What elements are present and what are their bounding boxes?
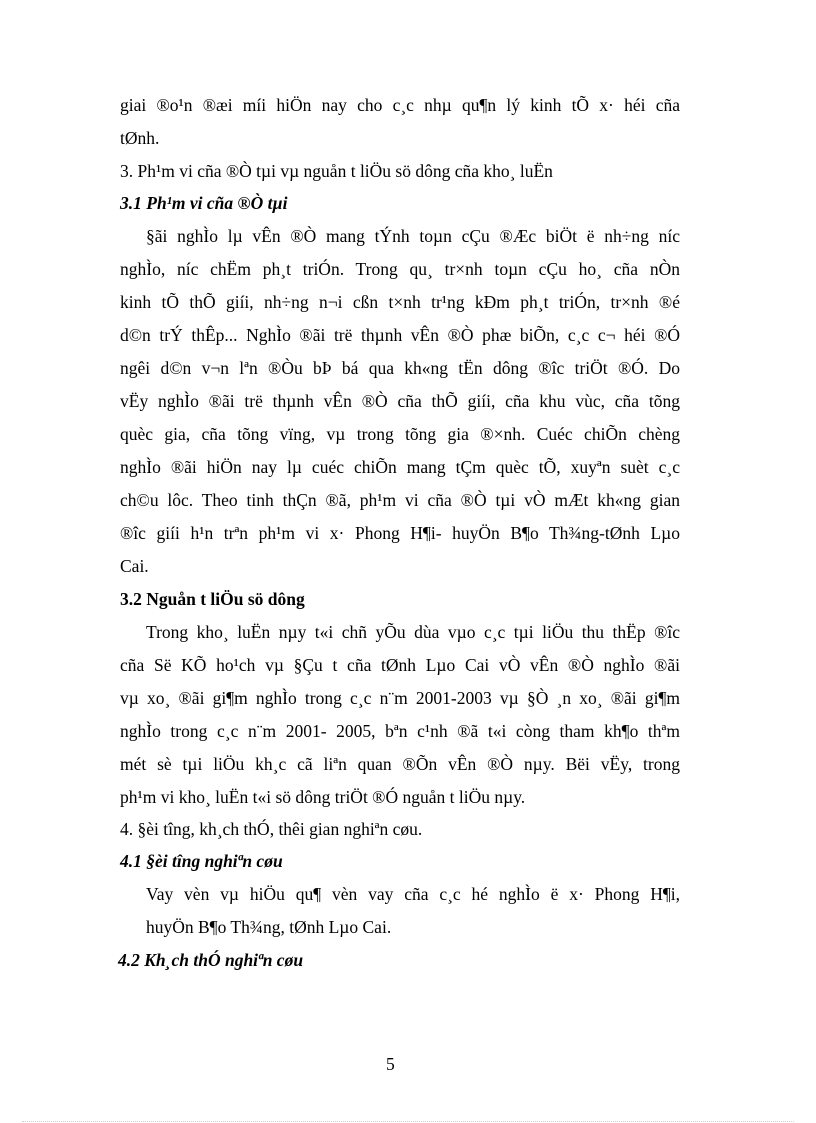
body-line: §ãi nghÌo lµ vÊn ®Ò mang tÝnh toµn cÇu ®Æc biÖt ë nh÷ng níc: [146, 226, 680, 246]
page-bottom-divider: [22, 1121, 794, 1122]
body-line: vËy nghÌo ®ãi trë thµnh vÊn ®Ò cña thÕ giíi, cña khu vùc, cña tõng: [120, 391, 680, 411]
body-line: nghÌo, níc chËm ph¸t triÓn. Trong qu¸ tr×nh toµn cÇu ho¸ cña nÒn: [120, 259, 680, 279]
body-line: cña Së KÕ ho¹ch vµ §Çu t cña tØnh Lµo Cai vÒ vÊn ®Ò nghÌo ®ãi: [120, 655, 680, 675]
body-line: Vay vèn vµ hiÖu qu¶ vèn vay cña c¸c hé nghÌo ë x· Phong H¶i,: [146, 884, 680, 904]
body-line: huyÖn B¶o Th¾ng, tØnh Lµo Cai.: [146, 917, 392, 937]
body-line: quèc gia, cña tõng vïng, vµ trong tõng gia ®×nh. Cuéc chiÕn chèng: [120, 424, 680, 444]
body-line: nghÌo trong c¸c n¨m 2001- 2005, bªn c¹nh ®ã t«i còng tham kh¶o thªm: [120, 721, 680, 741]
section-heading: 3. Ph¹m vi cña ®Ò tµi vµ nguån t liÖu sö dông cña kho¸ luËn: [120, 161, 553, 181]
subsection-heading: 4.2 Kh¸ch thÓ nghiªn cøu: [118, 950, 304, 970]
body-line: ch©u lôc. Theo tinh thÇn ®ã, ph¹m vi cña ®Ò tµi vÒ mÆt kh«ng gian: [120, 490, 680, 510]
page-number: 5: [386, 1054, 395, 1074]
body-line: mét sè tµi liÖu kh¸c cã liªn quan ®Õn vÊn ®Ò nµy. Bëi vËy, trong: [120, 754, 680, 774]
body-line: ®îc giíi h¹n trªn ph¹m vi x· Phong H¶i- huyÖn B¶o Th¾ng-tØnh Lµo: [120, 523, 680, 543]
subsection-heading: 4.1 §èi tîng nghiªn cøu: [120, 851, 283, 871]
body-line: Cai.: [120, 556, 149, 576]
body-line: Trong kho¸ luËn nµy t«i chñ yÕu dùa vµo c¸c tµi liÖu thu thËp ®îc: [146, 622, 680, 642]
body-line: ngêi d©n v¬n lªn ®Òu bÞ bá qua kh«ng tËn dông ®îc triÖt ®Ó. Do: [120, 358, 680, 378]
body-line: d©n trÝ thÊp... NghÌo ®ãi trë thµnh vÊn ®Ò phæ biÕn, c¸c c¬ héi ®Ó: [120, 325, 680, 345]
body-line: kinh tÕ thÕ giíi, nh÷ng n¬i cßn t×nh tr¹ng kÐm ph¸t triÓn, tr×nh ®é: [120, 292, 680, 312]
section-heading: 4. §èi tîng, kh¸ch thÓ, thêi gian nghiªn cøu.: [120, 819, 423, 839]
subsection-heading: 3.1 Ph¹m vi cña ®Ò tµi: [120, 193, 288, 213]
body-line: nghÌo ®ãi hiÖn nay lµ cuéc chiÕn mang tÇm quèc tÕ, xuyªn suèt c¸c: [120, 457, 680, 477]
subsection-heading: 3.2 Nguån t liÖu sö dông: [120, 589, 305, 609]
body-line: ph¹m vi kho¸ luËn t«i sö dông triÖt ®Ó nguån t liÖu nµy.: [120, 787, 526, 807]
body-line: tØnh.: [120, 128, 160, 148]
body-line: vµ xo¸ ®ãi gi¶m nghÌo trong c¸c n¨m 2001-2003 vµ §Ò ¸n xo¸ ®ãi gi¶m: [120, 688, 680, 708]
body-line: giai ®o¹n ®æi míi hiÖn nay cho c¸c nhµ qu¶n lý kinh tÕ x· héi cña: [120, 95, 680, 115]
